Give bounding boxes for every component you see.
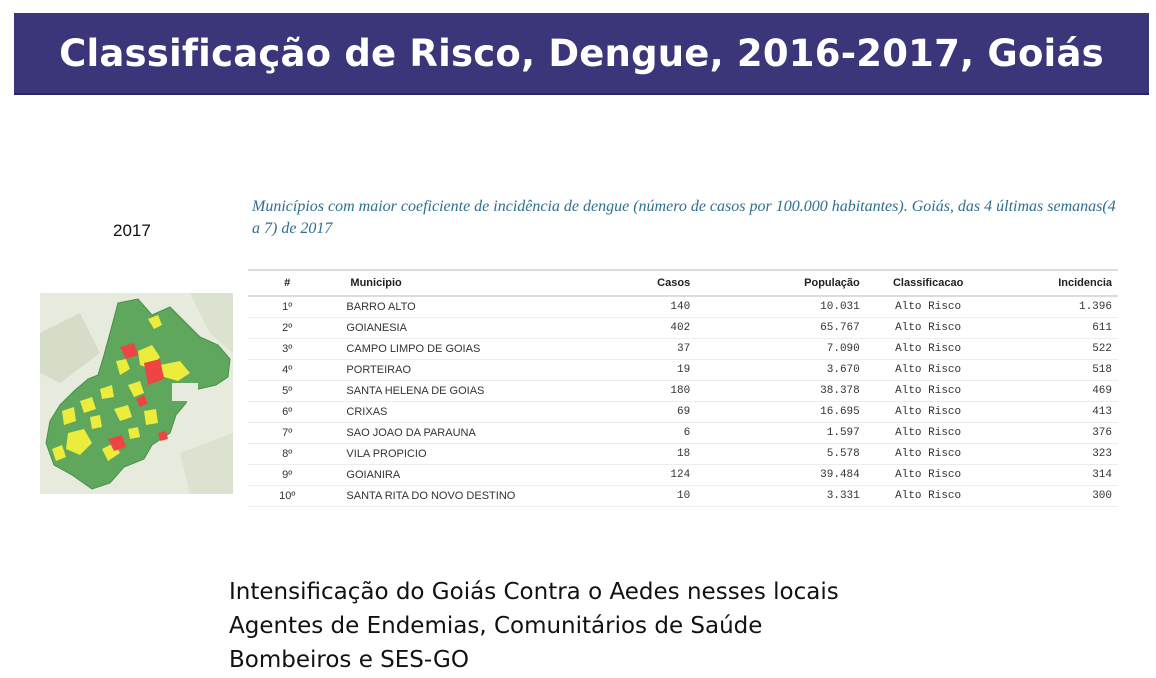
cell-populacao: 3.331 bbox=[696, 486, 866, 507]
table-header-row bbox=[248, 270, 1118, 296]
cell-incidencia: 376 bbox=[991, 423, 1119, 444]
cell-populacao: 1.597 bbox=[696, 423, 866, 444]
cell-rank: 3º bbox=[248, 339, 326, 360]
cell-rank: 10º bbox=[248, 486, 326, 507]
goias-map-icon bbox=[40, 293, 233, 494]
cell-municipio: SANTA HELENA DE GOIAS bbox=[326, 381, 594, 402]
cell-incidencia: 323 bbox=[991, 444, 1119, 465]
year-label: 2017 bbox=[113, 221, 151, 240]
cell-casos: 69 bbox=[594, 402, 696, 423]
goias-risk-map bbox=[40, 293, 233, 494]
cell-incidencia: 611 bbox=[991, 318, 1119, 339]
cell-classificacao: Alto Risco bbox=[866, 465, 991, 486]
cell-municipio: GOIANESIA bbox=[326, 318, 594, 339]
cell-populacao: 38.378 bbox=[696, 381, 866, 402]
cell-populacao: 39.484 bbox=[696, 465, 866, 486]
table-row bbox=[248, 444, 1118, 465]
cell-casos: 19 bbox=[594, 360, 696, 381]
table-row bbox=[248, 339, 1118, 360]
cell-rank: 1º bbox=[248, 296, 326, 318]
cell-rank: 7º bbox=[248, 423, 326, 444]
incidence-table bbox=[248, 269, 1118, 507]
cell-populacao: 3.670 bbox=[696, 360, 866, 381]
col-header-classificacao: Classificacao bbox=[866, 270, 991, 296]
action-line: Intensificação do Goiás Contra o Aedes nesses locais bbox=[229, 579, 839, 605]
cell-casos: 140 bbox=[594, 296, 696, 318]
cell-casos: 37 bbox=[594, 339, 696, 360]
cell-casos: 180 bbox=[594, 381, 696, 402]
col-header-casos: Casos bbox=[594, 270, 696, 296]
table-caption: Municípios com maior coeficiente de incidência de dengue (número de casos por 100.000 habitantes). Goiás, das 4 últimas semanas(4 a 7) de 2017 bbox=[252, 198, 1116, 237]
title-banner bbox=[14, 13, 1149, 95]
cell-municipio: VILA PROPICIO bbox=[326, 444, 594, 465]
cell-casos: 124 bbox=[594, 465, 696, 486]
table-row bbox=[248, 423, 1118, 444]
cell-populacao: 16.695 bbox=[696, 402, 866, 423]
cell-incidencia: 469 bbox=[991, 381, 1119, 402]
action-notes bbox=[229, 575, 839, 677]
cell-municipio: CAMPO LIMPO DE GOIAS bbox=[326, 339, 594, 360]
cell-municipio: CRIXAS bbox=[326, 402, 594, 423]
cell-rank: 2º bbox=[248, 318, 326, 339]
distrito-federal bbox=[172, 383, 198, 401]
cell-classificacao: Alto Risco bbox=[866, 339, 991, 360]
cell-casos: 402 bbox=[594, 318, 696, 339]
cell-populacao: 5.578 bbox=[696, 444, 866, 465]
table-row bbox=[248, 360, 1118, 381]
cell-classificacao: Alto Risco bbox=[866, 444, 991, 465]
cell-casos: 18 bbox=[594, 444, 696, 465]
cell-municipio: GOIANIRA bbox=[326, 465, 594, 486]
cell-classificacao: Alto Risco bbox=[866, 296, 991, 318]
cell-rank: 6º bbox=[248, 402, 326, 423]
col-header-municipio: Municipio bbox=[326, 270, 594, 296]
cell-incidencia: 413 bbox=[991, 402, 1119, 423]
col-header-populacao: População bbox=[696, 270, 866, 296]
cell-populacao: 10.031 bbox=[696, 296, 866, 318]
table-row bbox=[248, 381, 1118, 402]
table-row bbox=[248, 318, 1118, 339]
cell-rank: 9º bbox=[248, 465, 326, 486]
table-row bbox=[248, 296, 1118, 318]
cell-municipio: BARRO ALTO bbox=[326, 296, 594, 318]
col-header-rank: # bbox=[248, 270, 326, 296]
cell-incidencia: 300 bbox=[991, 486, 1119, 507]
table-row bbox=[248, 486, 1118, 507]
cell-classificacao: Alto Risco bbox=[866, 360, 991, 381]
cell-municipio: SANTA RITA DO NOVO DESTINO bbox=[326, 486, 594, 507]
cell-casos: 10 bbox=[594, 486, 696, 507]
cell-municipio: PORTEIRAO bbox=[326, 360, 594, 381]
cell-populacao: 7.090 bbox=[696, 339, 866, 360]
cell-classificacao: Alto Risco bbox=[866, 318, 991, 339]
action-line: Bombeiros e SES-GO bbox=[229, 647, 469, 673]
cell-rank: 5º bbox=[248, 381, 326, 402]
slide-title: Classificação de Risco, Dengue, 2016-2017, Goiás bbox=[59, 31, 1104, 75]
cell-rank: 4º bbox=[248, 360, 326, 381]
cell-municipio: SAO JOAO DA PARAUNA bbox=[326, 423, 594, 444]
cell-classificacao: Alto Risco bbox=[866, 486, 991, 507]
action-line: Agentes de Endemias, Comunitários de Saúde bbox=[229, 613, 763, 639]
cell-classificacao: Alto Risco bbox=[866, 402, 991, 423]
cell-classificacao: Alto Risco bbox=[866, 423, 991, 444]
cell-classificacao: Alto Risco bbox=[866, 381, 991, 402]
cell-populacao: 65.767 bbox=[696, 318, 866, 339]
cell-incidencia: 522 bbox=[991, 339, 1119, 360]
cell-rank: 8º bbox=[248, 444, 326, 465]
cell-incidencia: 1.396 bbox=[991, 296, 1119, 318]
cell-incidencia: 518 bbox=[991, 360, 1119, 381]
table-row bbox=[248, 465, 1118, 486]
col-header-incidencia: Incidencia bbox=[991, 270, 1119, 296]
table-row bbox=[248, 402, 1118, 423]
cell-incidencia: 314 bbox=[991, 465, 1119, 486]
cell-casos: 6 bbox=[594, 423, 696, 444]
